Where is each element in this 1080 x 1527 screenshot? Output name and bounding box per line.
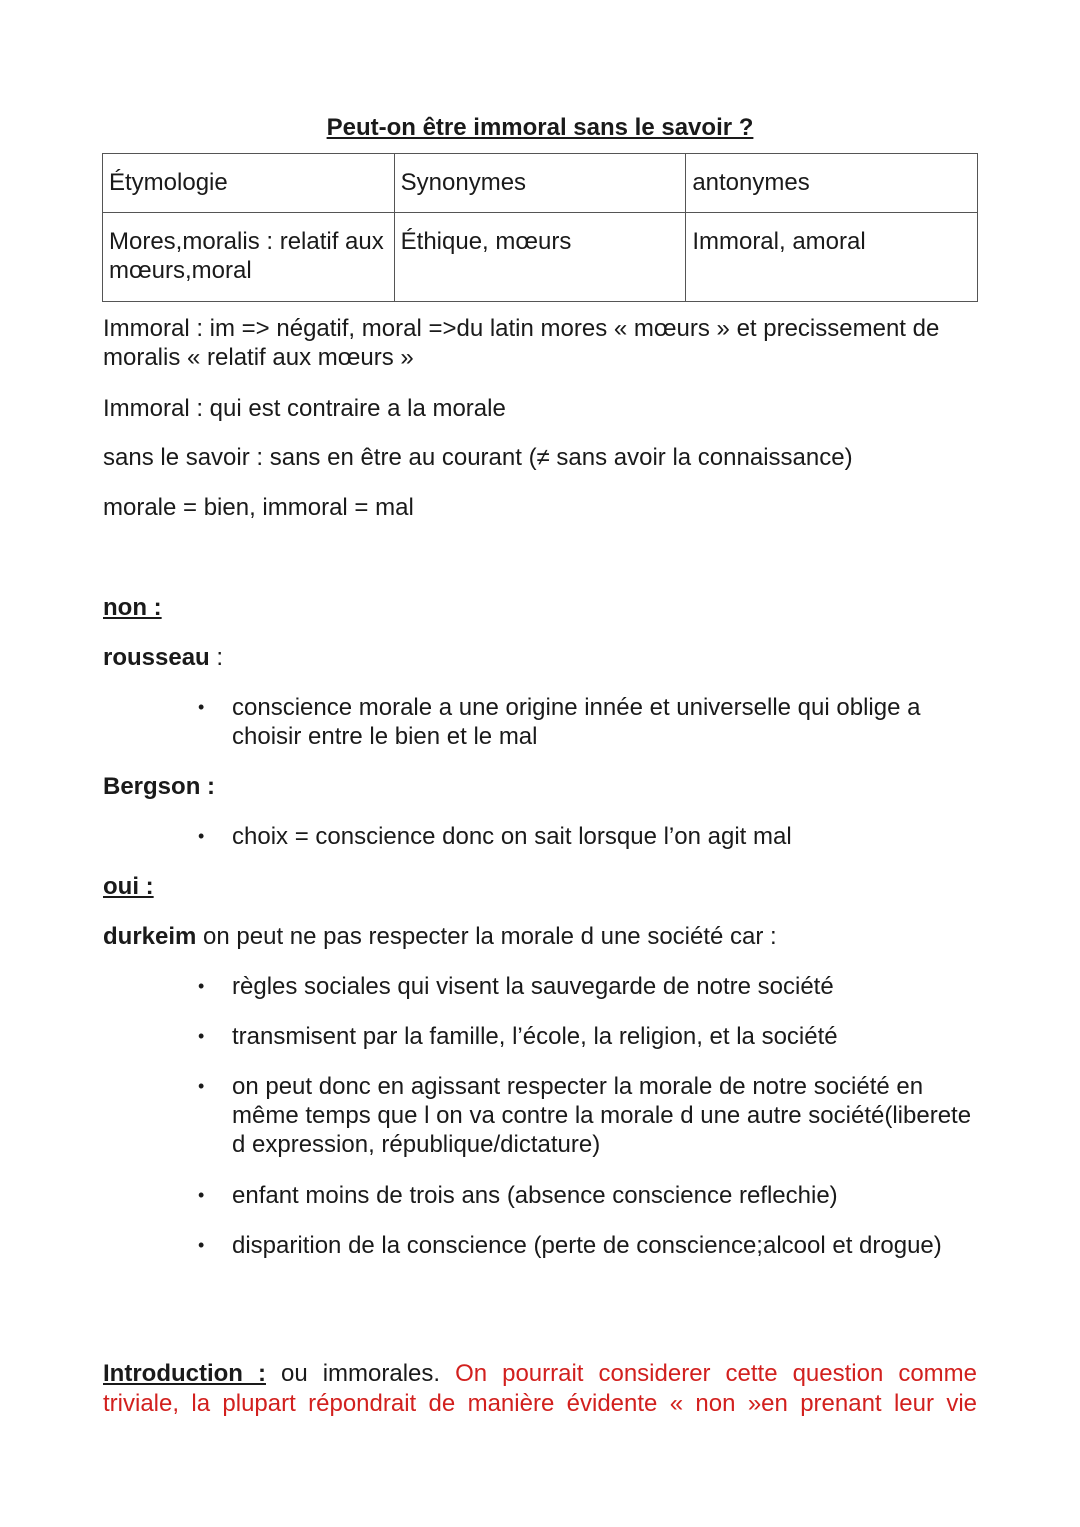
list-item: conscience morale a une origine innée et universelle qui oblige a choisir entre le bien et le mal (232, 694, 921, 750)
list-item: enfant moins de trois ans (absence conscience reflechie) (232, 1182, 838, 1209)
list-item: disparition de la conscience (perte de conscience;alcool et drogue) (232, 1232, 942, 1259)
page-title: Peut-on être immoral sans le savoir ? (326, 114, 754, 141)
author-name: durkeim (103, 923, 197, 950)
table-cell: Immoral, amoral (686, 213, 978, 302)
section-heading-non: non : (103, 594, 162, 621)
author-statement: on peut ne pas respecter la morale d une société car : (196, 923, 777, 950)
author-colon: : (209, 644, 224, 671)
table-header-cell: antonymes (686, 154, 978, 213)
introduction-text-red: On pourrait considerer cette question comme triviale, la plupart répondrait de manière évidente « non »en prenant leur vie (103, 1360, 978, 1417)
table-header-row (103, 154, 978, 213)
introduction-heading: Introduction : (103, 1360, 266, 1387)
vocabulary-table (102, 153, 978, 302)
table-cell: Mores,moralis : relatif aux mœurs,moral (103, 213, 395, 302)
definition-paragraph: sans le savoir : sans en être au courant (≠ sans avoir la connaissance) (103, 444, 853, 471)
list-item: transmisent par la famille, l’école, la religion, et la société (232, 1023, 838, 1050)
table-cell: Éthique, mœurs (394, 213, 686, 302)
table-header-cell: Étymologie (103, 154, 395, 213)
author-name: rousseau (103, 644, 210, 671)
author-rousseau (103, 643, 983, 672)
author-bergson: Bergson : (103, 773, 216, 800)
bullet-icon: • (198, 1026, 205, 1046)
list-item: on peut donc en agissant respecter la morale de notre société en même temps que l on va contre la morale d une autre société(liberete d expression, république/dictature) (232, 1073, 972, 1158)
list-item: règles sociales qui visent la sauvegarde de notre société (232, 973, 834, 1000)
bullet-icon: • (198, 1076, 205, 1096)
introduction-paragraph (103, 1359, 977, 1419)
bullet-icon: • (198, 1185, 205, 1205)
bullet-icon: • (198, 1235, 205, 1255)
bullet-icon: • (198, 826, 205, 846)
table-header-cell: Synonymes (394, 154, 686, 213)
bullet-icon: • (198, 976, 205, 996)
definition-paragraph: morale = bien, immoral = mal (103, 494, 414, 521)
table-row (103, 213, 978, 302)
definition-paragraph: Immoral : im => négatif, moral =>du latin mores « mœurs » et precissement de moralis « relatif aux mœurs » (103, 315, 940, 371)
bullet-icon: • (198, 697, 205, 717)
introduction-text: ou immorales. (265, 1360, 441, 1387)
list-item: choix = conscience donc on sait lorsque l’on agit mal (232, 823, 792, 850)
definition-paragraph: Immoral : qui est contraire a la morale (103, 395, 506, 422)
author-durkheim (103, 922, 983, 951)
section-heading-oui: oui : (103, 873, 154, 900)
